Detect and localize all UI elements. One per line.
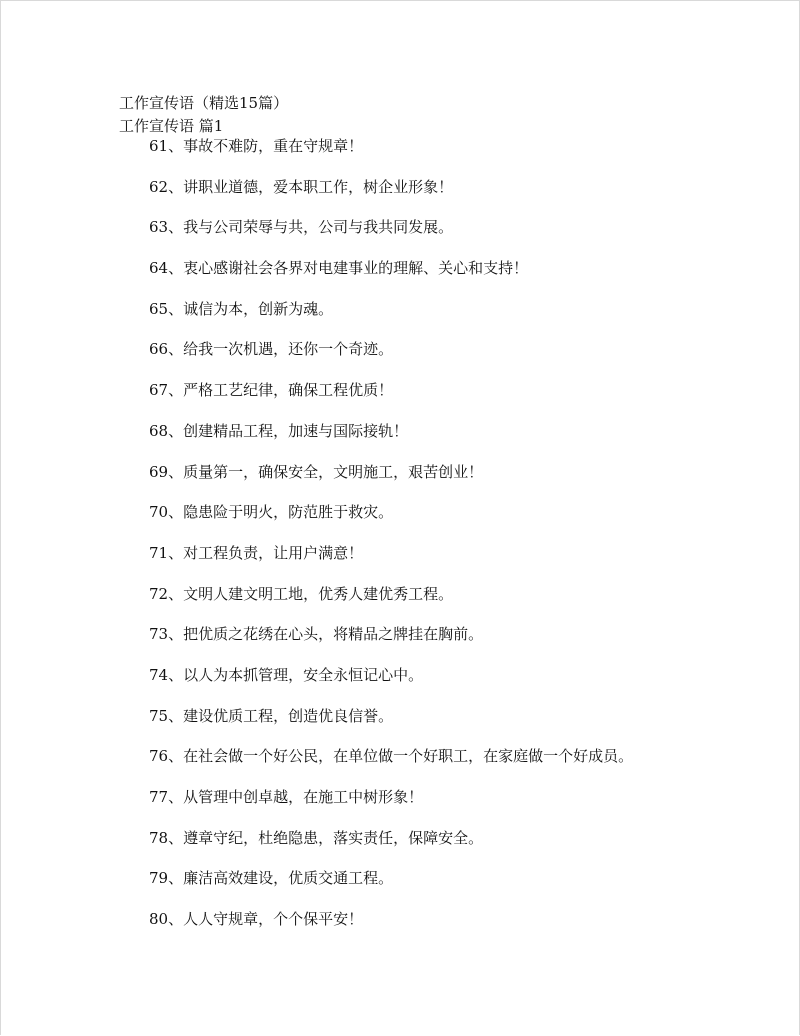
slogan-item: 73、把优质之花绣在心头，将精品之牌挂在胸前。 (149, 625, 484, 644)
document-title: 工作宣传语（精选15篇） (119, 94, 289, 112)
slogan-item: 71、对工程负责，让用户满意！ (149, 543, 364, 562)
slogan-item: 72、文明人建文明工地，优秀人建优秀工程。 (149, 584, 454, 603)
slogan-item: 77、从管理中创卓越，在施工中树形象！ (149, 788, 424, 806)
slogan-item: 74、以人为本抓管理，安全永恒记心中。 (149, 665, 424, 684)
slogan-item: 64、衷心感谢社会各界对电建事业的理解、关心和支持！ (149, 259, 529, 278)
slogan-list (149, 136, 633, 950)
document-subtitle: 工作宣传语 篇1 (119, 117, 224, 135)
slogan-item: 80、人人守规章，个个保平安！ (149, 910, 364, 929)
slogan-item: 79、廉洁高效建设，优质交通工程。 (149, 869, 394, 888)
slogan-item: 78、遵章守纪，杜绝隐患，落实责任，保障安全。 (149, 828, 484, 847)
slogan-item: 62、讲职业道德，爱本职工作，树企业形象！ (149, 177, 454, 196)
slogan-item: 63、我与公司荣辱与共，公司与我共同发展。 (149, 218, 454, 237)
slogan-item: 66、给我一次机遇，还你一个奇迹。 (149, 340, 394, 359)
slogan-item: 61、事故不难防，重在守规章！ (149, 137, 364, 155)
slogan-item: 68、创建精品工程，加速与国际接轨！ (149, 421, 409, 440)
slogan-item: 70、隐患险于明火，防范胜于救灾。 (149, 503, 394, 522)
slogan-item: 69、质量第一，确保安全，文明施工，艰苦创业！ (149, 462, 484, 481)
slogan-item: 65、诚信为本，创新为魂。 (149, 299, 334, 318)
slogan-item: 76、在社会做一个好公民，在单位做一个好职工，在家庭做一个好成员。 (149, 747, 634, 766)
slogan-item: 67、严格工艺纪律，确保工程优质！ (149, 381, 394, 400)
slogan-item: 75、建设优质工程，创造优良信誉。 (149, 706, 394, 725)
